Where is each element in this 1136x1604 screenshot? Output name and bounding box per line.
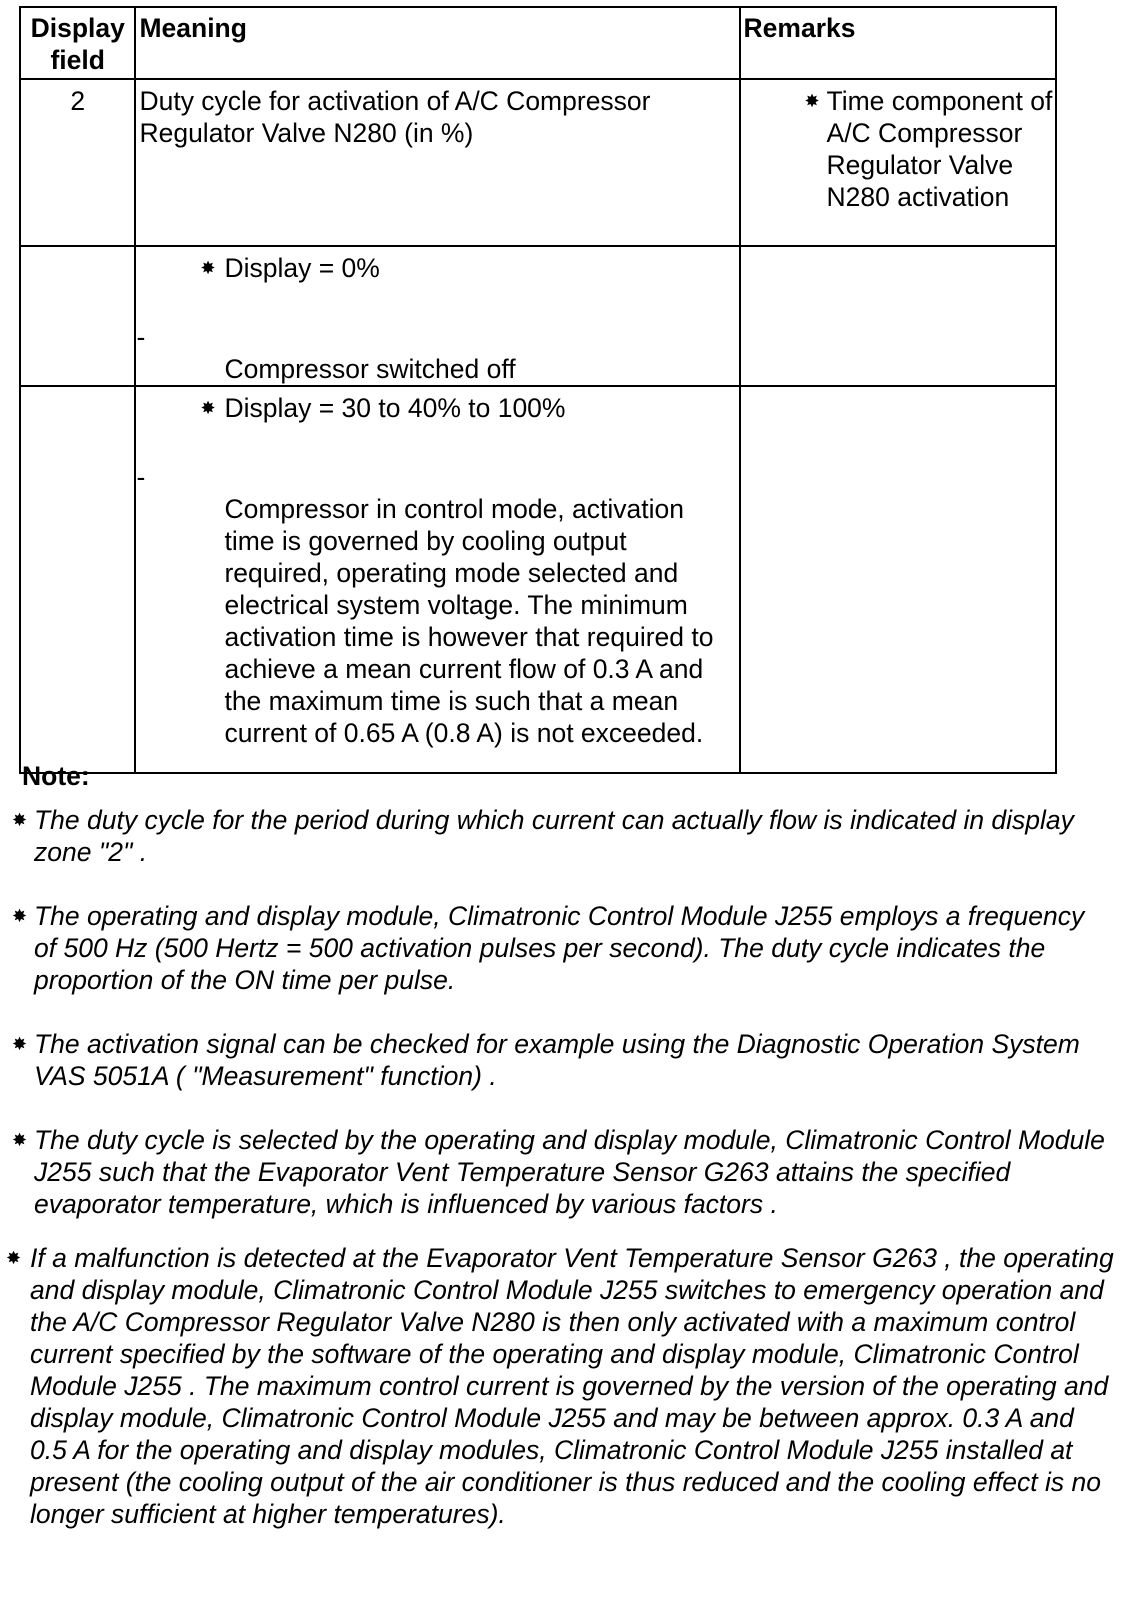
meaning-cell <box>135 246 739 386</box>
display-fields-table <box>19 6 1057 774</box>
note-item <box>12 804 1112 868</box>
note-text: The duty cycle is selected by the operating and display module, Climatronic Control Module J255 such that the Evaporator Vent Temperature Sensor G263 attains the specified evaporator temperature, which is influenced by various factors . <box>34 1125 1105 1219</box>
meaning-cell <box>135 386 739 773</box>
display-value-description: Compressor switched off <box>224 354 516 384</box>
note-text: The operating and display module, Climatronic Control Module J255 employs a frequency of 500 Hz (500 Hertz = 500 activation pulses per second). The duty cycle indicates the proportion of the ON time per pulse. <box>34 901 1085 995</box>
asterisk-bullet-icon: ✸ <box>12 1034 28 1054</box>
display-field-value: 2 <box>20 79 135 246</box>
asterisk-bullet-icon: ✸ <box>804 91 820 111</box>
note-item <box>12 1028 1112 1092</box>
header-meaning: Meaning <box>135 7 739 79</box>
table-row <box>20 386 1056 773</box>
note-text: The duty cycle for the period during which current can actually flow is indicated in display zone "2" . <box>34 805 1074 867</box>
header-display-field: Display field <box>20 7 135 79</box>
empty-cell <box>740 386 1056 773</box>
note-item <box>12 900 1112 996</box>
display-value-item: Display = 0% <box>224 253 380 283</box>
empty-cell <box>20 246 135 386</box>
remarks-cell <box>740 79 1056 246</box>
table-row <box>20 246 1056 386</box>
dash-bullet-icon: - <box>136 462 146 492</box>
empty-cell <box>20 386 135 773</box>
note-text: If a malfunction is detected at the Evaporator Vent Temperature Sensor G263 , the operating and display module, Climatronic Control Module J255 switches to emergency operation and the A/C Compressor Regulator Valve N280 is then only activated with a maximum control current specified by the software of the operating and display module, Climatronic Control Module J255 . The maximum control current is governed by the version of the operating and display module, Climatronic Control Module J255 and may be between approx. 0.3 A and 0.5 A for the operating and display modules, Climatronic Control Module J255 installed at present (the cooling output of the air conditioner is thus reduced and the cooling effect is no longer sufficient at higher temperatures). <box>30 1243 1114 1529</box>
note-item <box>6 1242 1116 1530</box>
header-remarks: Remarks <box>740 7 1056 79</box>
empty-cell <box>740 246 1056 386</box>
table-header-row <box>20 7 1056 79</box>
display-value-item: Display = 30 to 40% to 100% <box>224 393 566 423</box>
meaning-text: Duty cycle for activation of A/C Compressor Regulator Valve N280 (in %) <box>135 79 739 246</box>
asterisk-bullet-icon: ✸ <box>6 1248 22 1268</box>
asterisk-bullet-icon: ✸ <box>12 810 28 830</box>
note-item <box>12 1124 1112 1220</box>
asterisk-bullet-icon: ✸ <box>12 1130 28 1150</box>
dash-bullet-icon: - <box>136 322 146 352</box>
note-heading: Note: <box>22 761 90 791</box>
note-text: The activation signal can be checked for example using the Diagnostic Operation System VAS 5051A ( "Measurement" function) . <box>34 1029 1080 1091</box>
asterisk-bullet-icon: ✸ <box>12 906 28 926</box>
remark-text: Time component of A/C Compressor Regulator Valve N280 activation <box>826 86 1053 212</box>
display-value-description: Compressor in control mode, activation time is governed by cooling output required, operating mode selected and electrical system voltage. The minimum activation time is however that required to achieve a mean current flow of 0.3 A and the maximum time is such that a mean current of 0.65 A (0.8 A) is not exceeded. <box>224 494 714 748</box>
asterisk-bullet-icon: ✸ <box>200 258 216 278</box>
asterisk-bullet-icon: ✸ <box>200 398 216 418</box>
table-row <box>20 79 1056 246</box>
